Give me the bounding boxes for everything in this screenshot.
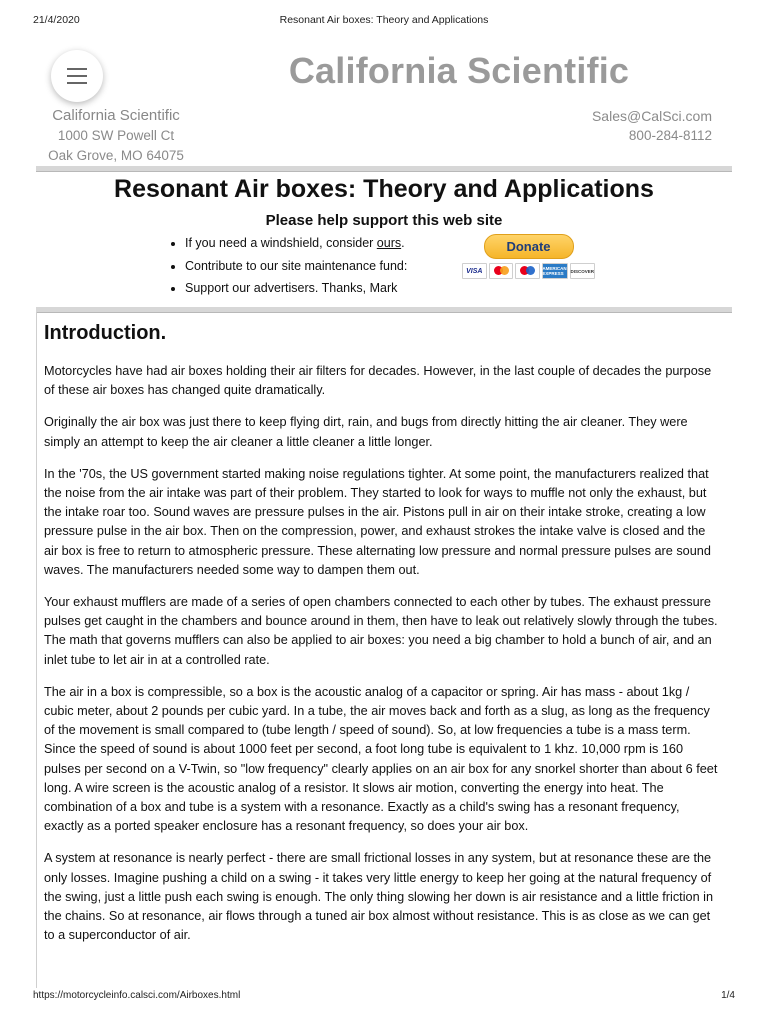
donate-widget: [462, 234, 595, 279]
address-name: California Scientific: [52, 107, 180, 124]
address-street: 1000 SW Powell Ct: [57, 128, 175, 143]
support-item-windshield: • If you need a windshield, consider ours.: [185, 232, 465, 255]
site-brand[interactable]: California Scientific: [288, 50, 630, 91]
paragraph: The air in a box is compressible, so a box is the acoustic analog of a capacitor or spring. Air has mass - about 1kg / cubic meter, about 2 pounds per cubic yard. In a tube, the air moves back and forth as a slug, as long as the frequency of the movement is small compared to (tube length / speed of sound). So, at low frequencies a tube is a mass term. Since the speed of sound is about 1000 feet per second, a foot long tube is equivalent to 1 khz. 10,000 rpm is 160 pulses per second on a V-Twin, so "low frequency" clearly applies on an air box for any snorkel shorter than about 6 feet long. A wire screen is the acoustic analog of a resistor. It slows air motion, converting the energy into heat. The combination of a box and tube is a system with a resonance. Exactly as a child's swing has a resonant frequency, exactly as a ported speaker enclosure has a resonant frequency, so does your air box.: [44, 684, 718, 834]
maestro-card-icon: [515, 263, 540, 279]
paragraph: In the '70s, the US government started making noise regulations tighter. At some point, the manufacturers realized that the noise from the air intake was part of their problem. They started to look for ways to muffle not only the exhaust, but the intake roar too. Sound waves are pressure pulses in the air. Pistons pull in air on their intake stroke, creating a low pressure pulse in the air box. Then on the compression, power, and exhaust strokes the intake valve is closed and the air box is free to return to atmospheric pressure. These alternating low pressure and normal pressure pulses are sound waves. The manufacturers needed some way to dampen them out.: [44, 466, 711, 577]
mastercard-icon: [489, 263, 514, 279]
donate-button[interactable]: Donate: [484, 234, 574, 259]
article-body: [44, 318, 721, 958]
paragraph: Your exhaust mufflers are made of a series of open chambers connected to each other by tubes. The exhaust pressure pulses get caught in the chambers and bounce around in them, then have to leak out relatively slowly through the tubes. The math that governs mufflers can also be applied to air boxes: you need a big chamber to hold a bunch of air, and an inlet tube to let air in at a controlled rate.: [44, 595, 718, 667]
support-item-advertisers: • Support our advertisers. Thanks, Mark: [185, 277, 465, 300]
company-address: [36, 106, 196, 166]
support-list: [166, 232, 465, 300]
page-number: 1/4: [721, 990, 735, 1001]
contact-email-link[interactable]: Sales@CalSci.com: [591, 108, 712, 124]
menu-button[interactable]: [51, 50, 103, 102]
contact-phone: 800-284-8112: [628, 128, 712, 143]
site-header: [36, 40, 732, 167]
hamburger-icon: [67, 68, 87, 70]
print-footer: [33, 990, 735, 1004]
address-city: Oak Grove, MO 64075: [48, 148, 184, 163]
paragraph: Originally the air box was just there to keep flying dirt, rain, and bugs from directly hitting the air cleaner. They were simply an attempt to keep the air cleaner a little cleaner a little longer.: [44, 415, 688, 449]
windshield-link[interactable]: ours: [376, 236, 402, 250]
print-title: Resonant Air boxes: Theory and Applications: [279, 14, 489, 26]
paragraph: Motorcycles have had air boxes holding their air filters for decades. However, in the last couple of decades the purpose of these air boxes has changed quite dramatically.: [44, 364, 712, 398]
print-header: [33, 14, 735, 30]
section-heading: Introduction.: [44, 322, 167, 344]
support-item-fund: • Contribute to our site maintenance fund:: [185, 255, 465, 278]
print-url: https://motorcycleinfo.calsci.com/Airboxes.html: [33, 990, 241, 1001]
content-border: [36, 312, 37, 988]
support-heading: Please help support this web site: [265, 212, 503, 229]
page-title: Resonant Air boxes: Theory and Applications: [114, 175, 654, 203]
company-contact: [592, 106, 712, 146]
payment-cards: [462, 263, 595, 279]
amex-card-icon: AMERICAN EXPRESS: [542, 263, 568, 279]
paragraph: A system at resonance is nearly perfect - there are small frictional losses in any system, but at resonance these are the only losses. Imagine pushing a child on a swing - it takes very little energy to keep her going at the natural frequency of the swing, just a little push each swing is enough. The only thing slowing her down is air resistance and a little friction in the chains. So at resonance, air flows through a tuned air box almost without resistance. This is as close as we can get to a superconductor of air.: [44, 851, 714, 943]
visa-card-icon: VISA: [462, 263, 487, 279]
divider-content: [36, 307, 732, 313]
print-date: 21/4/2020: [33, 14, 80, 26]
discover-card-icon: DISCOVER: [570, 263, 596, 279]
divider-top: [36, 166, 732, 172]
